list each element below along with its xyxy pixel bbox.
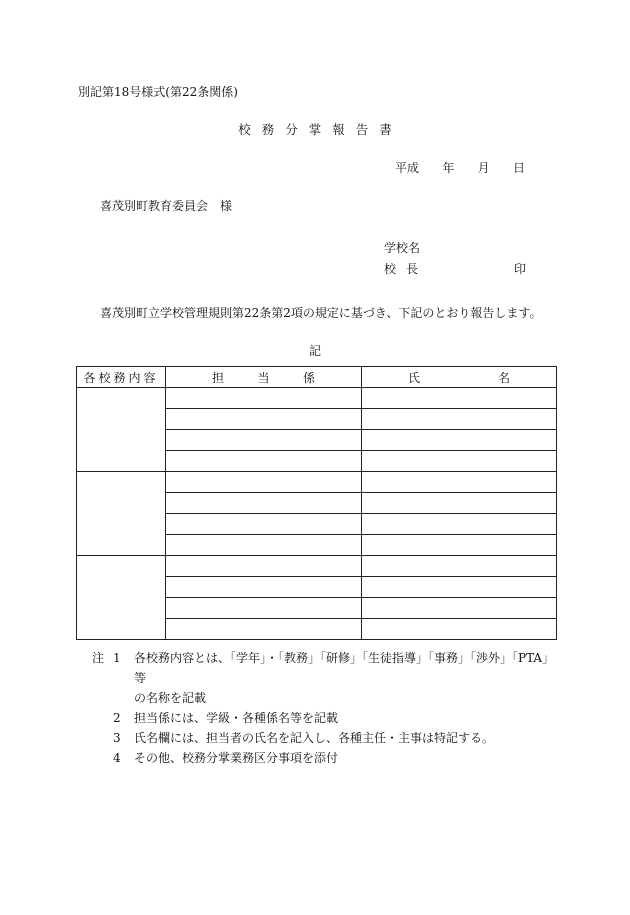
name-cell[interactable] xyxy=(362,619,557,640)
date-line xyxy=(395,162,525,174)
date-year: 年 xyxy=(442,161,455,175)
note-text: 担当係には、学級・各種係名等を記載 xyxy=(134,711,339,725)
note-text: その他、校務分掌業務区分事項を添付 xyxy=(134,751,339,765)
principal-line xyxy=(384,263,526,275)
seal-label: 印 xyxy=(513,262,526,276)
table-row xyxy=(77,556,557,577)
note-prefix: 注 xyxy=(92,651,105,665)
duty-content-cell[interactable] xyxy=(77,556,166,640)
document-title: 校務分掌報告書 xyxy=(238,122,403,137)
duty-content-cell[interactable] xyxy=(77,472,166,556)
assigned-duty-cell[interactable] xyxy=(166,493,362,514)
name-cell[interactable] xyxy=(362,388,557,409)
note-text: の名称を記載 xyxy=(134,691,207,705)
note-number: 1 xyxy=(113,651,121,665)
date-month: 月 xyxy=(477,161,490,175)
assigned-duty-cell[interactable] xyxy=(166,619,362,640)
duty-table-header xyxy=(77,367,557,388)
table-row xyxy=(77,388,557,409)
assigned-duty-cell[interactable] xyxy=(166,388,362,409)
assigned-duty-cell[interactable] xyxy=(166,535,362,556)
name-cell[interactable] xyxy=(362,535,557,556)
name-cell[interactable] xyxy=(362,430,557,451)
header-assigned-duty: 担 当 係 xyxy=(166,367,362,388)
note-number: 4 xyxy=(113,751,121,765)
assigned-duty-cell[interactable] xyxy=(166,577,362,598)
ki-heading: 記 xyxy=(308,344,321,358)
assigned-duty-cell[interactable] xyxy=(166,472,362,493)
date-era: 平成 xyxy=(395,161,420,175)
duty-table xyxy=(76,366,557,640)
name-cell[interactable] xyxy=(362,598,557,619)
note-text: 氏名欄には、担当者の氏名を記入し、各種主任・主事は特記する。 xyxy=(134,731,495,745)
name-cell[interactable] xyxy=(362,409,557,430)
note-item-2 xyxy=(92,708,562,728)
form-id: 別記第18号様式(第22条関係) xyxy=(78,85,238,99)
assigned-duty-cell[interactable] xyxy=(166,409,362,430)
name-cell[interactable] xyxy=(362,577,557,598)
note-text: 各校務内容とは、「学年」・「教務」「研修」「生徒指導」「事務」「渉外」「PTA」等 xyxy=(134,651,555,685)
assigned-duty-cell[interactable] xyxy=(166,598,362,619)
name-cell[interactable] xyxy=(362,556,557,577)
assigned-duty-cell[interactable] xyxy=(166,451,362,472)
note-item-4 xyxy=(92,748,562,768)
duty-content-cell[interactable] xyxy=(77,388,166,472)
addressee: 喜茂別町教育委員会 様 xyxy=(100,199,233,213)
name-cell[interactable] xyxy=(362,514,557,535)
note-number: 3 xyxy=(113,731,121,745)
duty-table-body xyxy=(77,388,557,640)
name-cell[interactable] xyxy=(362,472,557,493)
report-statement: 喜茂別町立学校管理規則第22条第2項の規定に基づき、下記のとおり報告します。 xyxy=(100,306,542,320)
assigned-duty-cell[interactable] xyxy=(166,430,362,451)
notes xyxy=(92,648,562,768)
note-item-1-cont xyxy=(92,688,562,708)
header-name: 氏 名 xyxy=(362,367,557,388)
assigned-duty-cell[interactable] xyxy=(166,556,362,577)
note-number: 2 xyxy=(113,711,121,725)
school-name-label: 学校名 xyxy=(384,241,421,255)
note-item-1 xyxy=(92,648,562,688)
header-duty-content: 各校務内容 xyxy=(77,367,166,388)
assigned-duty-cell[interactable] xyxy=(166,514,362,535)
name-cell[interactable] xyxy=(362,493,557,514)
name-cell[interactable] xyxy=(362,451,557,472)
principal-label: 校長 xyxy=(384,262,429,276)
date-day: 日 xyxy=(512,161,525,175)
table-row xyxy=(77,472,557,493)
note-item-3 xyxy=(92,728,562,748)
